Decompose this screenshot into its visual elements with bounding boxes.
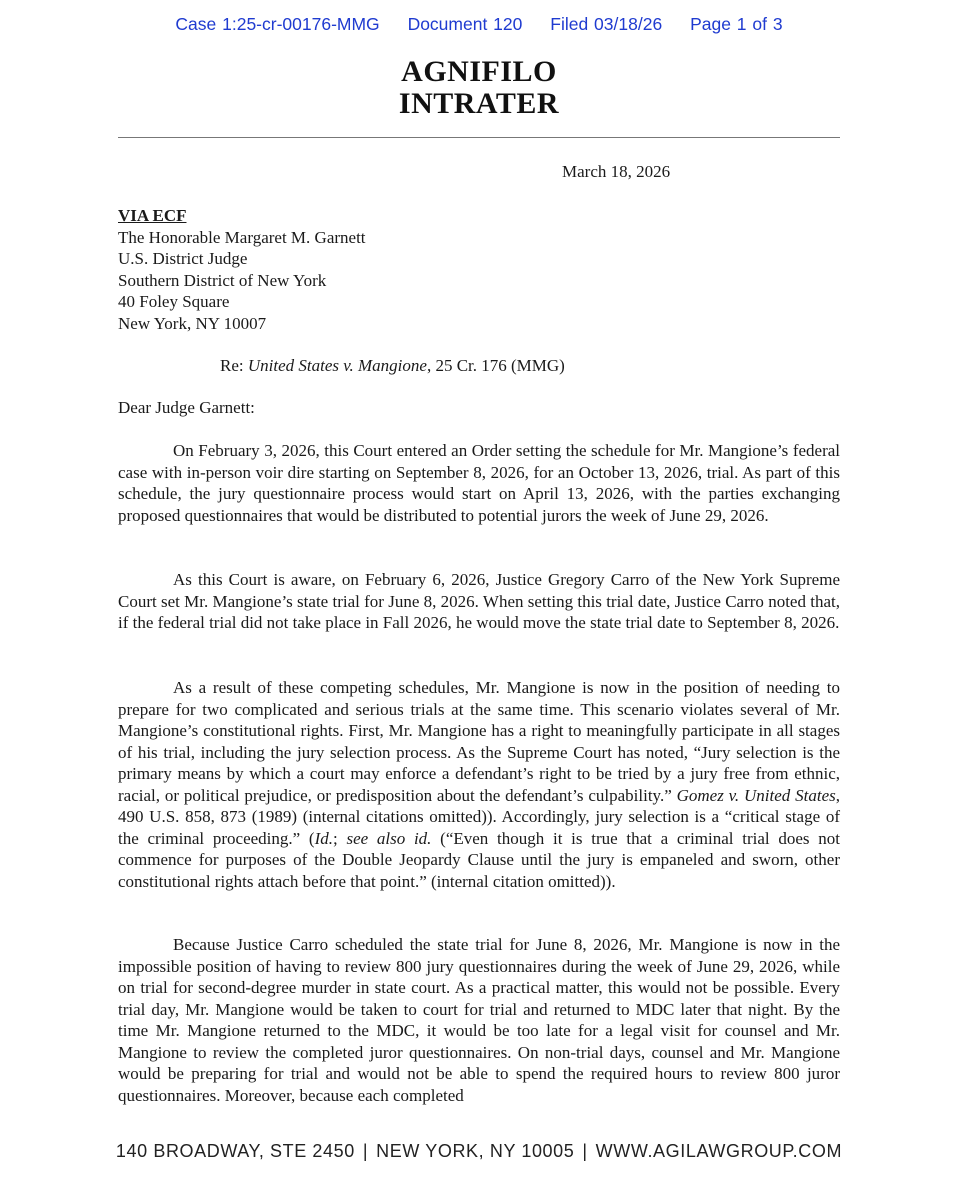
delivery-method: VIA ECF bbox=[118, 206, 187, 225]
body-paragraph-3 bbox=[118, 677, 840, 892]
recipient-address bbox=[118, 205, 366, 334]
footer-separator: | bbox=[582, 1141, 588, 1161]
document-number: Document 120 bbox=[407, 14, 523, 34]
body-paragraph-1: On February 3, 2026, this Court entered an Order setting the schedule for Mr. Mangione’s federal case with in-person voir dire starting on September 8, 2026, for an October 13, 2026, trial. As part of this schedule, the jury questionnaire process would start on April 13, 2026, with the parties exchanging proposed questionnaires that would be distributed to potential jurors the week of June 29, 2026. bbox=[118, 441, 840, 525]
firm-footer bbox=[0, 1141, 958, 1162]
case-number: Case 1:25-cr-00176-MMG bbox=[175, 14, 380, 34]
footer-city: NEW YORK, NY 10005 bbox=[376, 1141, 575, 1161]
body-paragraph-2: As this Court is aware, on February 6, 2026, Justice Gregory Carro of the New York Supreme Court set Mr. Mangione’s state trial for June 8, 2026. When setting this trial date, Justice Carro noted that, if the federal trial did not take place in Fall 2026, he would move the state trial date to September 8, 2026. bbox=[118, 570, 840, 632]
filed-date: Filed 03/18/26 bbox=[550, 14, 663, 34]
re-citation: , 25 Cr. 176 (MMG) bbox=[426, 356, 565, 375]
letterhead-line-1: AGNIFILO bbox=[401, 55, 557, 88]
firm-letterhead bbox=[0, 56, 958, 120]
letterhead-divider bbox=[118, 137, 840, 138]
footer-website: WWW.AGILAWGROUP.COM bbox=[595, 1141, 843, 1161]
re-line bbox=[220, 356, 565, 376]
address-line: 40 Foley Square bbox=[118, 292, 230, 311]
citation-id: Id. bbox=[314, 828, 333, 848]
p3-text: As a result of these competing schedules, Mr. Mangione is now in the position of needing to prepare for two complicated and serious trials at the same time. This scenario violates several of Mr. Mangione’s constitutional rights. First, Mr. Mangione has a right to meaningfully participate in all stages of his trial, including the jury selection process. As the Supreme Court has noted, “Jury selection is the primary means by which a court may enforce a defendant’s right to be tried by a jury free from ethnic, racial, or political prejudice, or predisposition about the defendant’s culpability.” bbox=[118, 678, 840, 805]
case-citation-gomez: Gomez v. United States bbox=[676, 785, 836, 805]
p3-text: , 490 U.S. 858, 873 (1989) (internal citations omitted)). Accordingly, jury selection is a “critical stage of the criminal proceeding.” ( bbox=[118, 785, 840, 848]
re-label: Re: bbox=[220, 356, 248, 375]
address-line: The Honorable Margaret M. Garnett bbox=[118, 227, 366, 247]
letterhead-line-2: INTRATER bbox=[398, 87, 560, 120]
re-case-name: United States v. Mangione bbox=[247, 356, 427, 375]
letter-date: March 18, 2026 bbox=[562, 162, 671, 181]
address-line: Southern District of New York bbox=[118, 270, 327, 290]
address-line: U.S. District Judge bbox=[118, 249, 248, 268]
footer-separator: | bbox=[362, 1141, 369, 1161]
citation-see-also: see also id. bbox=[346, 828, 432, 848]
p3-text: ; bbox=[333, 828, 347, 848]
p3-text: (“Even though it is true that a criminal trial does not commence for purposes of the Double Jeopardy Clause until the jury is empaneled and sworn, other constitutional rights attach before that point.” (internal citation omitted)). bbox=[118, 828, 840, 891]
page-indicator: Page 1 of 3 bbox=[690, 14, 783, 34]
court-filing-header bbox=[0, 14, 958, 35]
address-line: New York, NY 10007 bbox=[118, 313, 267, 333]
footer-address: 140 BROADWAY, STE 2450 bbox=[115, 1141, 355, 1161]
body-paragraph-4: Because Justice Carro scheduled the state trial for June 8, 2026, Mr. Mangione is now in the impossible position of having to review 800 jury questionnaires during the week of June 29, 2026, while on trial for second-degree murder in state court. As a practical matter, this would not be possible. Every trial day, Mr. Mangione would be taken to court for trial and returned to MDC later that night. By the time Mr. Mangione returned to the MDC, it would be too late for a legal visit for counsel and Mr. Mangione to review the completed juror questionnaires. On non-trial days, counsel and Mr. Mangione would be preparing for trial and would not be able to spend the required hours to review 800 juror questionnaires. Moreover, because each completed bbox=[118, 935, 840, 1105]
salutation: Dear Judge Garnett: bbox=[118, 398, 255, 417]
